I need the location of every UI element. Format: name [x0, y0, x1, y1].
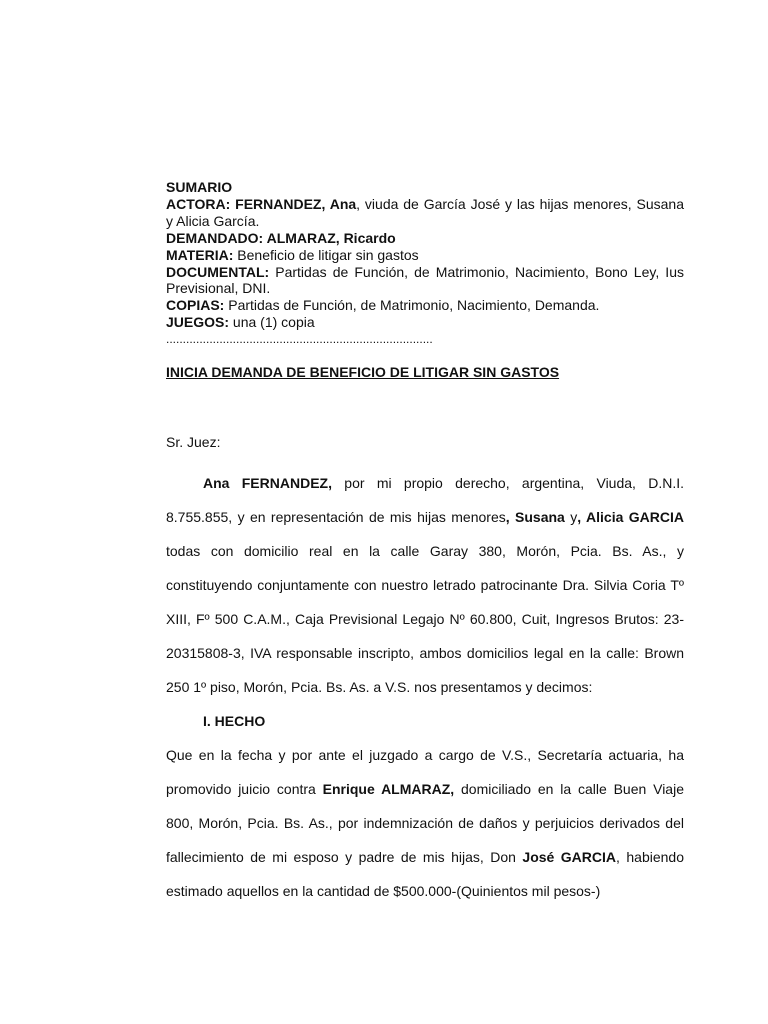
documental-text: Partidas de Función, de Matrimonio, Nacimiento, Bono Ley, Ius Previsional, DNI. — [166, 263, 684, 297]
paragraph-hecho — [166, 738, 684, 908]
deceased-name: José GARCIA — [522, 849, 617, 866]
summary-heading: SUMARIO — [166, 179, 233, 195]
defendant-name: Enrique ALMARAZ, — [322, 781, 455, 798]
salutation: Sr. Juez: — [166, 434, 221, 451]
summary-materia — [166, 247, 684, 264]
summary-copias — [166, 297, 684, 314]
paragraph-text: , habiendo estimado aquellos en la cantidad de $500.000-(Quinientos mil pesos-) — [166, 849, 684, 900]
copias-label: COPIAS: — [166, 297, 225, 314]
document-body — [166, 179, 684, 908]
body-text — [166, 466, 684, 908]
paragraph-text: Que en la fecha y por ante el juzgado a cargo de V.S., Secretaría actuaria, ha promovido juicio contra — [166, 747, 684, 798]
plaintiff-name: Ana FERNANDEZ, — [203, 475, 332, 492]
materia-text: Beneficio de litigar sin gastos — [233, 246, 419, 263]
materia-label: MATERIA: — [166, 246, 234, 263]
paragraph-presentation — [166, 466, 684, 704]
summary-demandado — [166, 230, 684, 247]
actora-label: ACTORA: FERNANDEZ, Ana — [166, 195, 357, 212]
summary-actora — [166, 196, 684, 230]
paragraph-text: y — [564, 509, 578, 526]
documental-label: DOCUMENTAL: — [166, 263, 270, 280]
summary-juegos — [166, 314, 684, 331]
daughter-name-1: , Susana — [505, 509, 565, 526]
copias-text: Partidas de Función, de Matrimonio, Nacimiento, Demanda. — [224, 297, 600, 314]
juegos-text: una (1) copia — [229, 314, 315, 331]
paragraph-text: domiciliado en la calle Buen Viaje 800, Morón, Pcia. Bs. As., por indemnización de daños y perjuicios derivados del fallecimiento de mi esposo y padre de mis hijas, Don — [166, 781, 684, 866]
actora-text: , viuda de García José y las hijas menores, Susana y Alicia García. — [166, 195, 684, 229]
summary-documental — [166, 264, 684, 298]
dotted-separator: ................................................................................ — [166, 332, 433, 347]
summary-block — [166, 179, 684, 346]
document-title: INICIA DEMANDA DE BENEFICIO DE LITIGAR SIN GASTOS — [166, 364, 560, 381]
daughter-name-2: , Alicia GARCIA — [577, 509, 684, 526]
section-heading-hecho: I. HECHO — [203, 713, 266, 730]
juegos-label: JUEGOS: — [166, 314, 230, 331]
paragraph-text: por mi propio derecho, argentina, Viuda, D.N.I. 8.755.855, y en representación de mis hijas menores — [166, 475, 685, 526]
demandado-label: DEMANDADO: ALMARAZ, Ricardo — [166, 229, 396, 246]
paragraph-text: todas con domicilio real en la calle Garay 380, Morón, Pcia. Bs. As., y constituyendo conjuntamente con nuestro letrado patrocinante Dra. Silvia Coria Tº XIII, Fº 500 C.A.M., Caja Previsional Legajo Nº 60.800, Cuit, Ingresos Brutos: 23-20315808-3, IVA responsable inscripto, ambos domicilios legal en la calle: Brown 250 1º piso, Morón, Pcia. Bs. As. a V.S. nos presentamos y decimos: — [166, 543, 684, 696]
